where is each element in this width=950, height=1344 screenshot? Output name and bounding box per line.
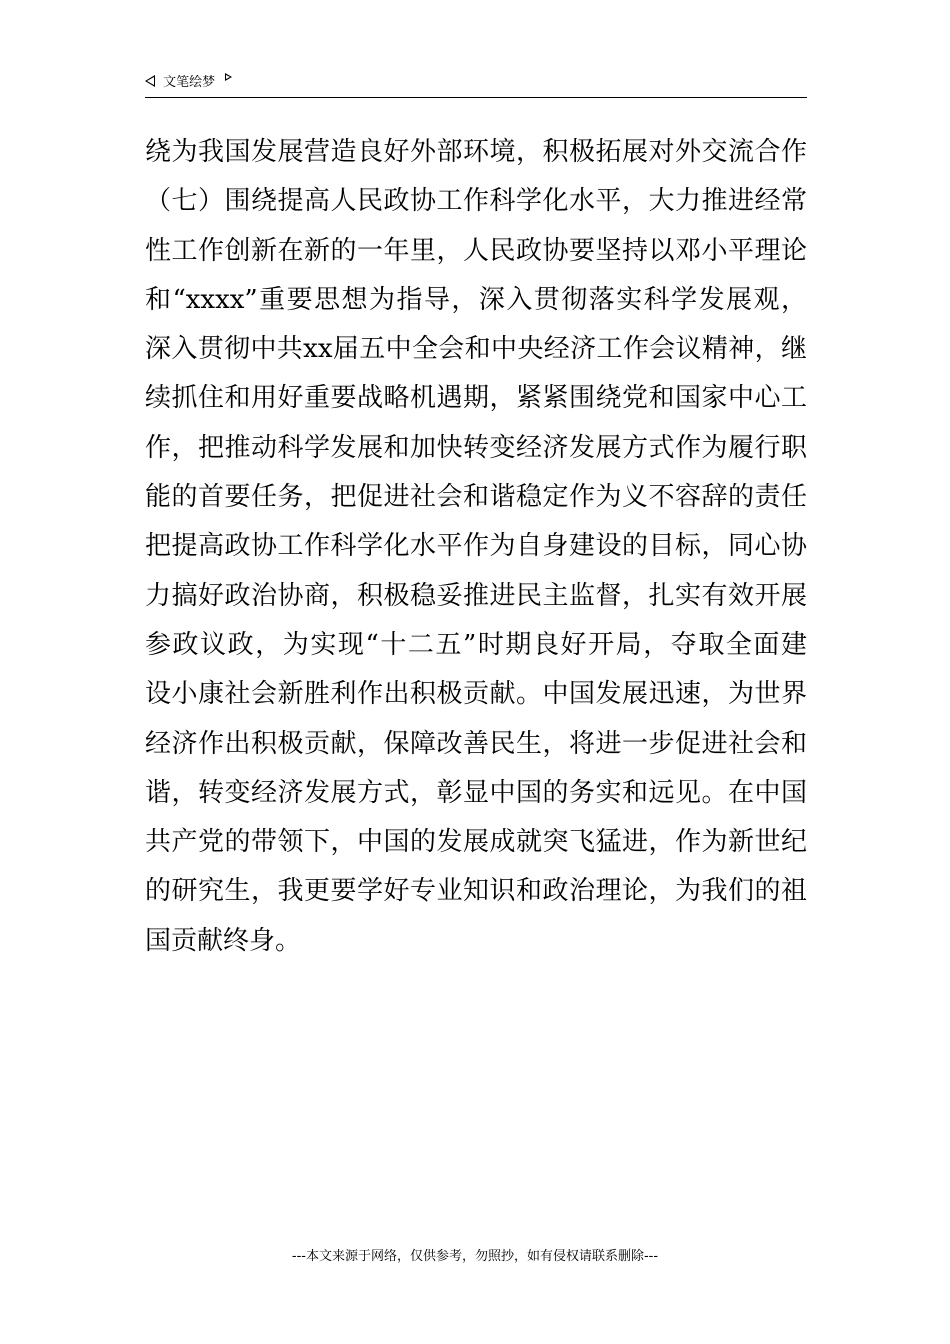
page-footer: ---本文来源于网络，仅供参考，勿照抄，如有侵权请联系删除---	[291, 1249, 659, 1264]
header-brand: 文笔绘梦	[163, 75, 216, 90]
text-line: 能的首要任务，把促进社会和谐稳定作为义不容辞的责任	[145, 482, 807, 513]
text-line: 设小康社会新胜利作出积极贡献。中国发展迅速，为世界	[145, 679, 807, 710]
text-line: 性工作创新在新的一年里，人民政协要坚持以邓小平理论	[145, 235, 807, 266]
text-line: 参政议政，为实现“十二五”时期良好开局，夺取全面建	[145, 629, 807, 660]
text-line: 续抓住和用好重要战略机遇期，紧紧围绕党和国家中心工	[145, 383, 807, 414]
text-line: 力搞好政治协商，积极稳妥推进民主监督，扎实有效开展	[145, 580, 807, 611]
text-line: （七）围绕提高人民政协工作科学化水平，大力推进经常	[145, 186, 807, 217]
text-line: 共产党的带领下，中国的发展成就突飞猛进，作为新世纪	[145, 827, 807, 858]
text-line: 把提高政协工作科学化水平作为自身建设的目标，同心协	[145, 531, 807, 562]
text-line: 经济作出积极贡献，保障改善民生，将进一步促进社会和	[145, 728, 807, 759]
body-text	[145, 128, 807, 966]
text-line: 深入贯彻中共xx届五中全会和中央经济工作会议精神，继	[145, 334, 807, 365]
page-header	[145, 73, 807, 98]
text-line: 谐，转变经济发展方式，彰显中国的务实和远见。在中国	[145, 777, 807, 808]
text-line: 国贡献终身。	[145, 925, 302, 956]
text-line: 的研究生，我更要学好专业知识和政治理论，为我们的祖	[145, 876, 807, 907]
triangle-left-icon	[145, 75, 155, 87]
triangle-right-icon	[225, 73, 232, 81]
text-line: 和“xxxx”重要思想为指导，深入贯彻落实科学发展观，	[145, 284, 807, 315]
text-line: 绕为我国发展营造良好外部环境，积极拓展对外交流合作	[145, 137, 807, 167]
text-line: 作，把推动科学发展和加快转变经济发展方式作为履行职	[145, 432, 807, 463]
